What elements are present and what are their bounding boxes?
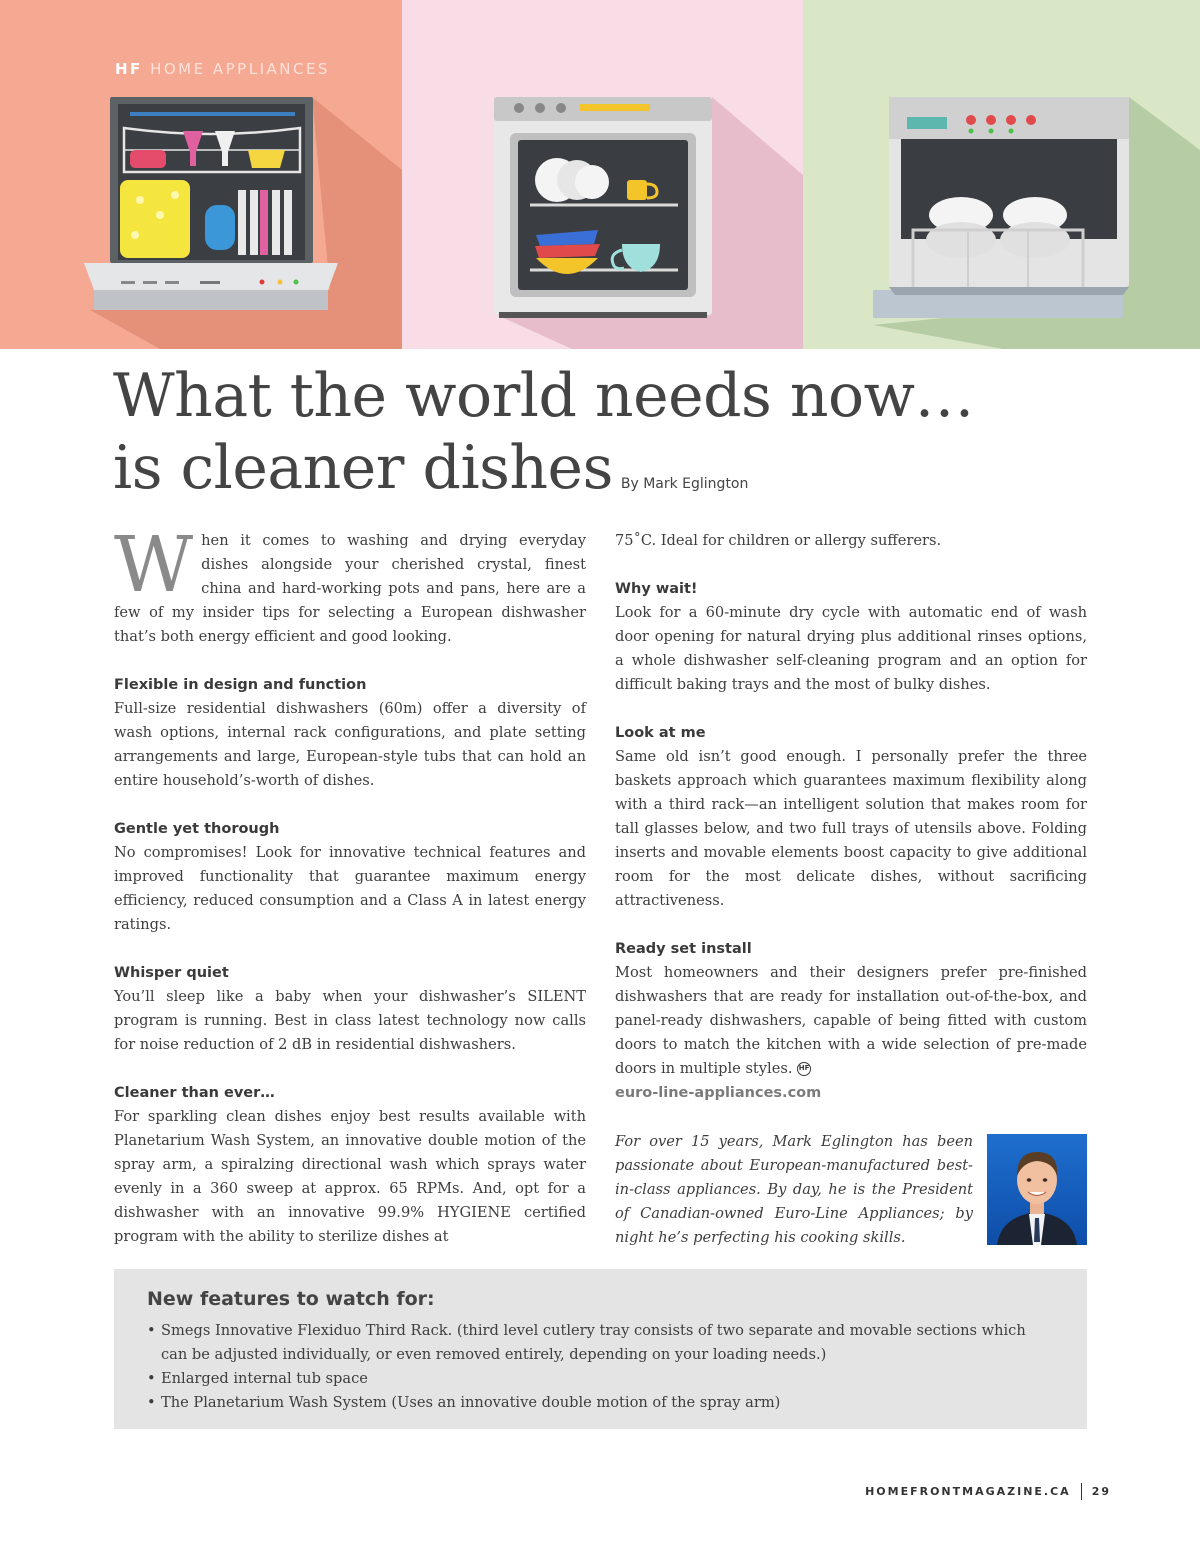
body-flexible: Full-size residential dishwashers (60m) offer a diversity of wash options, internal rack configurations, and plate setting arrangements and large, European-style tubs that can hold an entire household’s-worth of dishes. xyxy=(114,700,586,789)
left-column xyxy=(114,521,586,1249)
body-gentle: No compromises! Look for innovative technical features and improved functionality that guarantee maximum energy efficiency, reduced consumption and a Class A in latest energy ratings. xyxy=(114,844,586,933)
website-link[interactable]: euro-line-appliances.com xyxy=(615,1085,822,1101)
dishwasher-window-illustration xyxy=(402,0,803,349)
heading-why-wait: Why wait! xyxy=(615,581,698,597)
section-name: HOME APPLIANCES xyxy=(150,60,330,78)
page-footer xyxy=(865,1483,1111,1500)
heading-gentle: Gentle yet thorough xyxy=(114,821,280,837)
feature-item: • The Planetarium Wash System (Uses an innovative double motion of the spray arm) xyxy=(147,1391,1054,1415)
section-prefix: HF xyxy=(115,60,143,78)
heading-ready-set-install: Ready set install xyxy=(615,941,752,957)
body-cleaner: For sparkling clean dishes enjoy best results available with Planetarium Wash System, an innovative double motion of the spray arm, a spiralzing directional wash which sprays water evenly in a 360 sweep at approx. 65 RPMs. And, opt for a dishwasher with an innovative 99.9% HYGIENE certified program with the ability to sterilize dishes at xyxy=(114,1108,586,1245)
body-quiet: You’ll sleep like a baby when your dishwasher’s SILENT program is running. Best in class latest technology now calls for noise reduction of 2 dB in residential dishwashers. xyxy=(114,988,586,1053)
section-label xyxy=(115,60,330,78)
author-photo xyxy=(987,1134,1087,1245)
byline: By Mark Eglington xyxy=(620,476,749,492)
dishwasher-open-illustration xyxy=(0,0,402,349)
headline-line-2-wrapper xyxy=(113,432,1113,520)
end-mark-icon: HF xyxy=(797,1062,811,1076)
article-headline xyxy=(113,360,1113,520)
author-bio: For over 15 years, Mark Eglington has been passionate about European-manufactured best-in-class appliances. By day, he is the President of Canadian-owned Euro-Line Appliances; by night he’s perfecting his cooking skills. xyxy=(615,1133,973,1246)
dishwasher-rack-illustration xyxy=(803,0,1200,349)
heading-quiet: Whisper quiet xyxy=(114,965,229,981)
feature-item: • Enlarged internal tub space xyxy=(147,1367,1054,1391)
feature-list xyxy=(147,1319,1054,1415)
heading-flexible: Flexible in design and function xyxy=(114,677,367,693)
feature-item: • Smegs Innovative Flexiduo Third Rack. (third level cutlery tray consists of two separate and movable sections which can be adjusted individually, or even removed entirely, depending on your loading needs.) xyxy=(147,1319,1054,1367)
feature-title: New features to watch for: xyxy=(147,1288,435,1310)
body-look-at-me: Same old isn’t good enough. I personally prefer the three baskets approach which guarantees maximum flexibility along with a third rack—an intelligent solution that makes room for tall glasses below, and two full trays of utensils above. Folding inserts and movable elements boost capacity to give additional room for the most delicate dishes, without sacrificing attractiveness. xyxy=(615,748,1087,909)
feature-box xyxy=(114,1269,1087,1429)
body-why-wait: Look for a 60-minute dry cycle with automatic end of wash door opening for natural drying plus additional rinses options, a whole dishwasher self-cleaning program and an option for difficult baking trays and the most of bulky dishes. xyxy=(615,604,1087,693)
headline-line-2: is cleaner dishes xyxy=(113,433,613,503)
headline-line-1: What the world needs now… xyxy=(113,361,974,431)
right-column xyxy=(615,529,1087,1105)
intro-text: hen it comes to washing and drying everyday dishes alongside your cherished crystal, finest china and hard-working pots and pans, here are a few of my insider tips for selecting a European dishwasher that’s both energy efficient and good looking. xyxy=(114,532,586,645)
footer-divider xyxy=(1081,1483,1082,1500)
heading-cleaner: Cleaner than ever… xyxy=(114,1085,275,1101)
continuation-paragraph: 75˚C. Ideal for children or allergy sufferers. xyxy=(615,532,942,549)
install-text: Most homeowners and their designers prefer pre-finished dishwashers that are ready for installation out-of-the-box, and panel-ready dishwashers, capable of being fitted with custom doors to match the kitchen with a wide selection of pre-made doors in multiple styles. xyxy=(615,964,1087,1077)
drop-cap: W xyxy=(114,521,194,610)
page-number: 29 xyxy=(1091,1485,1111,1498)
heading-look-at-me: Look at me xyxy=(615,725,706,741)
footer-site: HOMEFRONTMAGAZINE.CA xyxy=(865,1485,1071,1498)
intro-paragraph xyxy=(114,521,586,649)
body-ready-set-install xyxy=(615,961,1087,1081)
header-banner xyxy=(0,0,1200,349)
